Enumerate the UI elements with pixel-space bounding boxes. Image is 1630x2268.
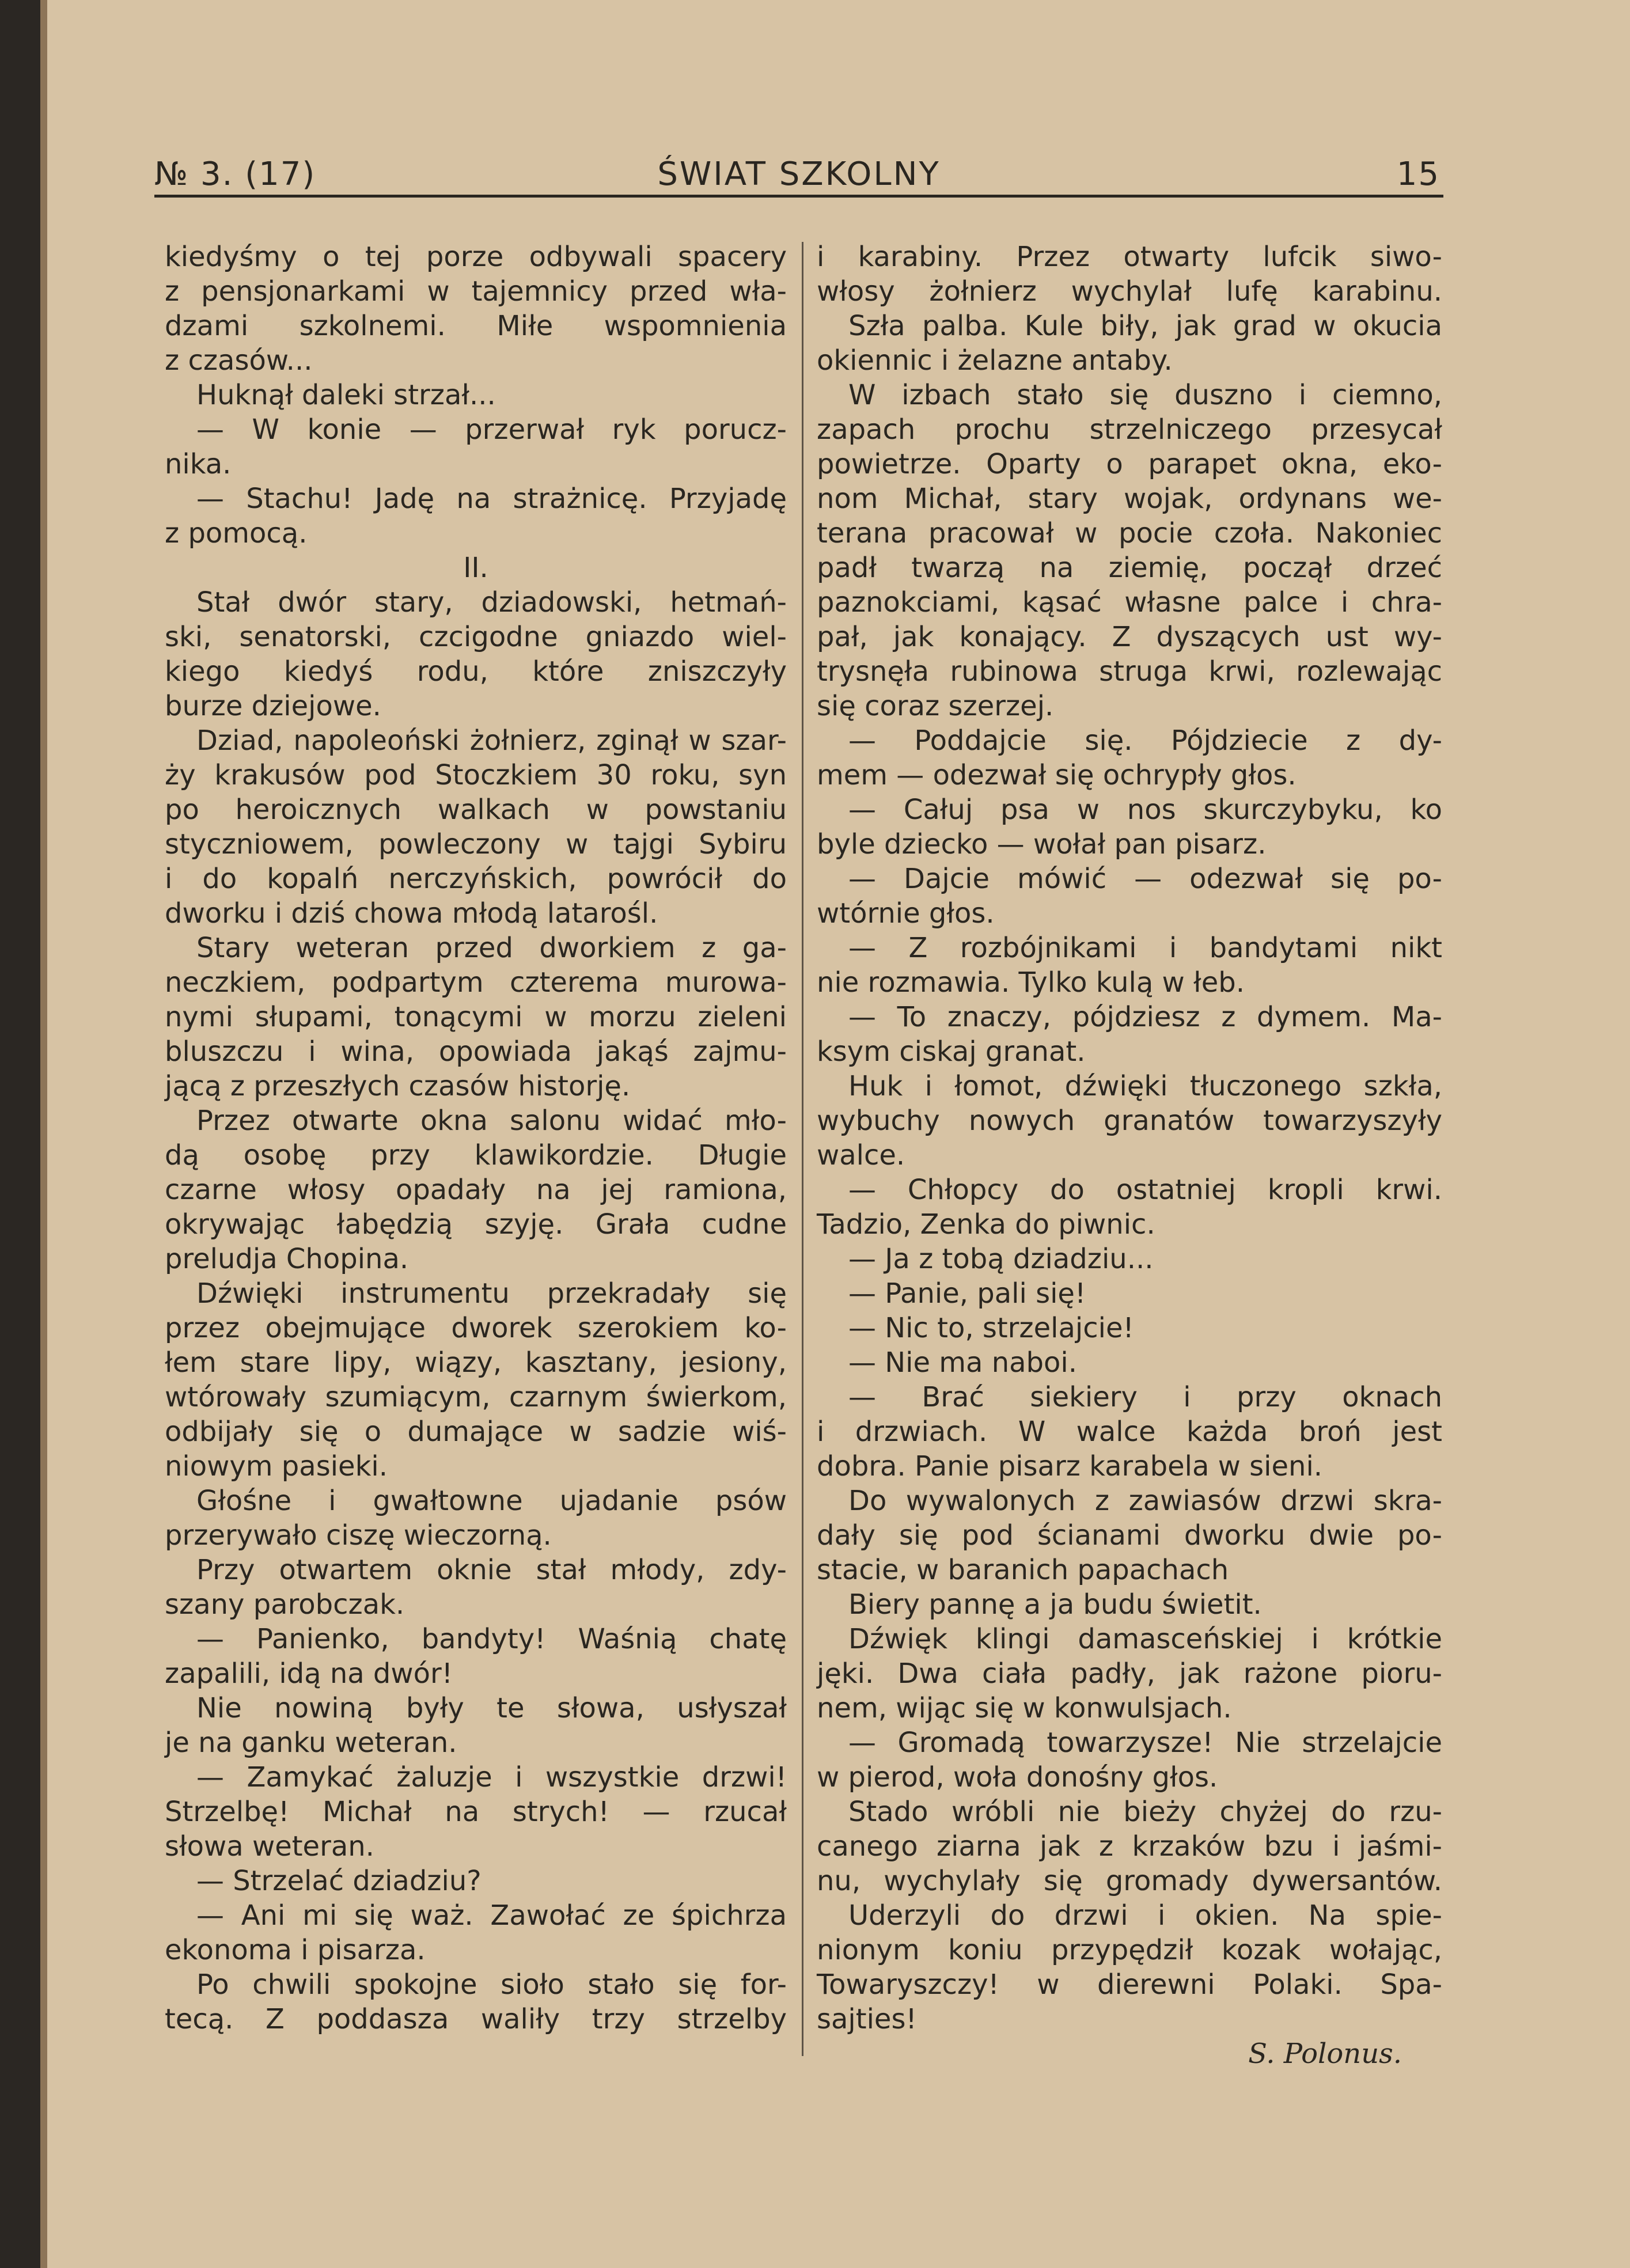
text-line: byle dziecko — wołał pan pisarz. (817, 828, 1267, 860)
text-line: nymi słupami, tonącymi w morzu zieleni (165, 1001, 787, 1033)
text-line: z czasów... (165, 344, 313, 377)
text-line: dały się pod ścianami dworku dwie po- (817, 1519, 1442, 1552)
page-number: 15 (1396, 156, 1440, 193)
text-line: przez obejmujące dworek szerokiem ko- (165, 1312, 787, 1344)
text-line: ksym ciskaj granat. (817, 1036, 1086, 1068)
text-line: zapach prochu strzelniczego przesycał (817, 414, 1442, 446)
text-line: — Nie ma naboi. (848, 1347, 1077, 1379)
text-line: Po chwili spokojne sioło stało się for- (196, 1969, 787, 2001)
binding-edge (0, 0, 40, 2268)
text-line: walce. (817, 1139, 905, 1171)
text-line: zapalili, idą na dwór! (165, 1658, 453, 1690)
text-line: ży krakusów pod Stoczkiem 30 roku, syn (165, 759, 787, 791)
text-line: trysnęła rubinowa struga krwi, rozlewając (817, 655, 1442, 688)
text-line: burze dziejowe. (165, 690, 381, 722)
text-line: Przy otwartem oknie stał młody, zdy- (196, 1554, 787, 1586)
text-line: nu, wychylały się gromady dywersantów. (817, 1865, 1442, 1897)
text-line: z pomocą. (165, 517, 308, 549)
text-line: — Gromadą towarzysze! Nie strzelajcie (848, 1727, 1442, 1759)
text-line: Huk i łomot, dźwięki tłuczonego szkła, (848, 1070, 1442, 1102)
text-line: — Strzelać dziadziu? (196, 1865, 482, 1897)
header-rule (154, 195, 1443, 198)
text-line: nionym koniu przypędził kozak wołając, (817, 1934, 1442, 1966)
text-line: — Ja z tobą dziadziu... (848, 1243, 1154, 1275)
text-line: padł twarzą na ziemię, począł drzeć (817, 552, 1442, 584)
text-line: kiego kiedyś rodu, które zniszczyły (165, 655, 787, 688)
text-line: Strzelbę! Michał na strych! — rzucał (165, 1796, 787, 1828)
text-line: Stado wróbli nie bieży chyżej do rzu- (848, 1796, 1442, 1828)
text-line: nie rozmawia. Tylko kulą w łeb. (817, 966, 1245, 999)
page-header (154, 149, 1443, 200)
text-line: — To znaczy, pójdziesz z dymem. Ma- (848, 1001, 1442, 1033)
text-line: — Brać siekiery i przy oknach (848, 1381, 1442, 1413)
text-line: łem stare lipy, wiązy, kasztany, jesiony, (165, 1347, 787, 1379)
text-line: Uderzyli do drzwi i okien. Na spie- (848, 1899, 1442, 1932)
text-line: sajties! (817, 2003, 917, 2035)
text-line: — Panienko, bandyty! Waśnią chatę (196, 1623, 787, 1655)
text-line: odbijały się o dumające w sadzie wiś- (165, 1416, 787, 1448)
text-line: Nie nowiną były te słowa, usłyszał (196, 1692, 787, 1724)
text-line: — Stachu! Jadę na strażnicę. Przyjadę (196, 483, 787, 515)
text-line: Huknął daleki strzał... (196, 379, 496, 411)
text-line: W izbach stało się duszno i ciemno, (848, 379, 1442, 411)
text-line: przerywało ciszę wieczorną. (165, 1519, 552, 1552)
author-signature: S. Polonus. (1248, 2038, 1402, 2070)
text-line: bluszczu i wina, opowiada jakąś zajmu- (165, 1036, 787, 1068)
text-line: Dźwięk klingi damasceńskiej i krótkie (848, 1623, 1442, 1655)
text-line: nom Michał, stary wojak, ordynans we- (817, 483, 1442, 515)
text-line: dobra. Panie pisarz karabela w sieni. (817, 1450, 1323, 1482)
text-line: — Chłopcy do ostatniej kropli krwi. (848, 1174, 1442, 1206)
column-divider (802, 242, 803, 2056)
text-line: i do kopalń nerczyńskich, powrócił do (165, 863, 787, 895)
text-line: styczniowem, powleczony w tajgi Sybiru (165, 828, 787, 860)
text-line: preludja Chopina. (165, 1243, 409, 1275)
text-line: Przez otwarte okna salonu widać mło- (196, 1105, 787, 1137)
text-line: Stał dwór stary, dziadowski, hetmań- (196, 586, 787, 619)
text-line: po heroicznych walkach w powstaniu (165, 794, 787, 826)
text-line: Biery pannę a ja budu świetit. (848, 1588, 1262, 1621)
text-line: Głośne i gwałtowne ujadanie psów (196, 1485, 787, 1517)
text-line: nem, wijąc się w konwulsjach. (817, 1692, 1232, 1724)
text-line: neczkiem, podpartym czterema murowa- (165, 966, 787, 999)
text-line: Towaryszczy! w dierewni Polaki. Spa- (817, 1969, 1442, 2001)
text-line: okrywając łabędzią szyję. Grała cudne (165, 1208, 787, 1241)
text-line: Dźwięki instrumentu przekradały się (196, 1277, 787, 1310)
text-line: pał, jak konający. Z dyszących ust wy- (817, 621, 1442, 653)
issue-number: № 3. (17) (154, 156, 316, 193)
text-line: nika. (165, 448, 232, 480)
text-line: wybuchy nowych granatów towarzyszyły (817, 1105, 1442, 1137)
page-spine (40, 0, 47, 2268)
text-line: wtórowały szumiącym, czarnym świerkom, (165, 1381, 787, 1413)
text-line: i drzwiach. W walce każda broń jest (817, 1416, 1442, 1448)
text-line: okiennic i żelazne antaby. (817, 344, 1173, 377)
text-line: — Zamykać żaluzje i wszystkie drzwi! (196, 1761, 787, 1793)
text-line: Tadzio, Zenka do piwnic. (817, 1208, 1155, 1241)
text-line: ekonoma i pisarza. (165, 1934, 426, 1966)
text-line: niowym pasieki. (165, 1450, 388, 1482)
text-line: czarne włosy opadały na jej ramiona, (165, 1174, 787, 1206)
text-line: ski, senatorski, czcigodne gniazdo wiel- (165, 621, 787, 653)
text-line: II. (463, 552, 488, 584)
text-line: — Poddajcie się. Pójdziecie z dy- (848, 725, 1442, 757)
text-line: Dziad, napoleoński żołnierz, zginął w szar- (196, 725, 787, 757)
text-line: mem — odezwał się ochrypły głos. (817, 759, 1297, 791)
left-column (165, 240, 787, 2065)
text-line: tecą. Z poddasza waliły trzy strzelby (165, 2003, 787, 2035)
text-line: z pensjonarkami w tajemnicy przed wła- (165, 275, 787, 308)
text-line: w pierod, woła donośny głos. (817, 1761, 1218, 1793)
text-line: — Ani mi się waż. Zawołać ze śpichrza (196, 1899, 787, 1932)
text-line: kiedyśmy o tej porze odbywali spacery (165, 241, 787, 273)
text-line: Szła palba. Kule biły, jak grad w okucia (848, 310, 1442, 342)
text-line: — Dajcie mówić — odezwał się po- (848, 863, 1442, 895)
text-line: szany parobczak. (165, 1588, 405, 1621)
text-line: słowa weteran. (165, 1830, 374, 1863)
text-line: Do wywalonych z zawiasów drzwi skra- (848, 1485, 1442, 1517)
text-line: jęki. Dwa ciała padły, jak rażone pioru- (817, 1658, 1442, 1690)
text-line: — Nic to, strzelajcie! (848, 1312, 1134, 1344)
text-line: terana pracował w pocie czoła. Nakoniec (817, 517, 1442, 549)
text-line: wtórnie głos. (817, 897, 995, 930)
text-line: — Panie, pali się! (848, 1277, 1086, 1310)
text-line: włosy żołnierz wychylał lufę karabinu. (817, 275, 1442, 308)
text-line: dworku i dziś chowa młodą latarośl. (165, 897, 658, 930)
text-line: — W konie — przerwał ryk porucz- (196, 414, 787, 446)
text-line: jącą z przeszłych czasów historję. (165, 1070, 631, 1102)
text-line: i karabiny. Przez otwarty lufcik siwo- (817, 241, 1442, 273)
text-line: paznokciami, kąsać własne palce i chra- (817, 586, 1442, 619)
text-line: stacie, w baranich papachach (817, 1554, 1229, 1586)
text-line: dą osobę przy klawikordzie. Długie (165, 1139, 787, 1171)
text-line: Stary weteran przed dworkiem z ga- (196, 932, 787, 964)
text-line: się coraz szerzej. (817, 690, 1054, 722)
text-line: — Całuj psa w nos skurczybyku, ko (848, 794, 1442, 826)
right-column (817, 240, 1442, 2070)
text-line: powietrze. Oparty o parapet okna, eko- (817, 448, 1442, 480)
text-line: canego ziarna jak z krzaków bzu i jaśmi- (817, 1830, 1442, 1863)
text-line: je na ganku weteran. (165, 1727, 457, 1759)
text-line: — Z rozbójnikami i bandytami nikt (848, 932, 1442, 964)
journal-title: ŚWIAT SZKOLNY (657, 156, 941, 193)
text-line: dzami szkolnemi. Miłe wspomnienia (165, 310, 787, 342)
